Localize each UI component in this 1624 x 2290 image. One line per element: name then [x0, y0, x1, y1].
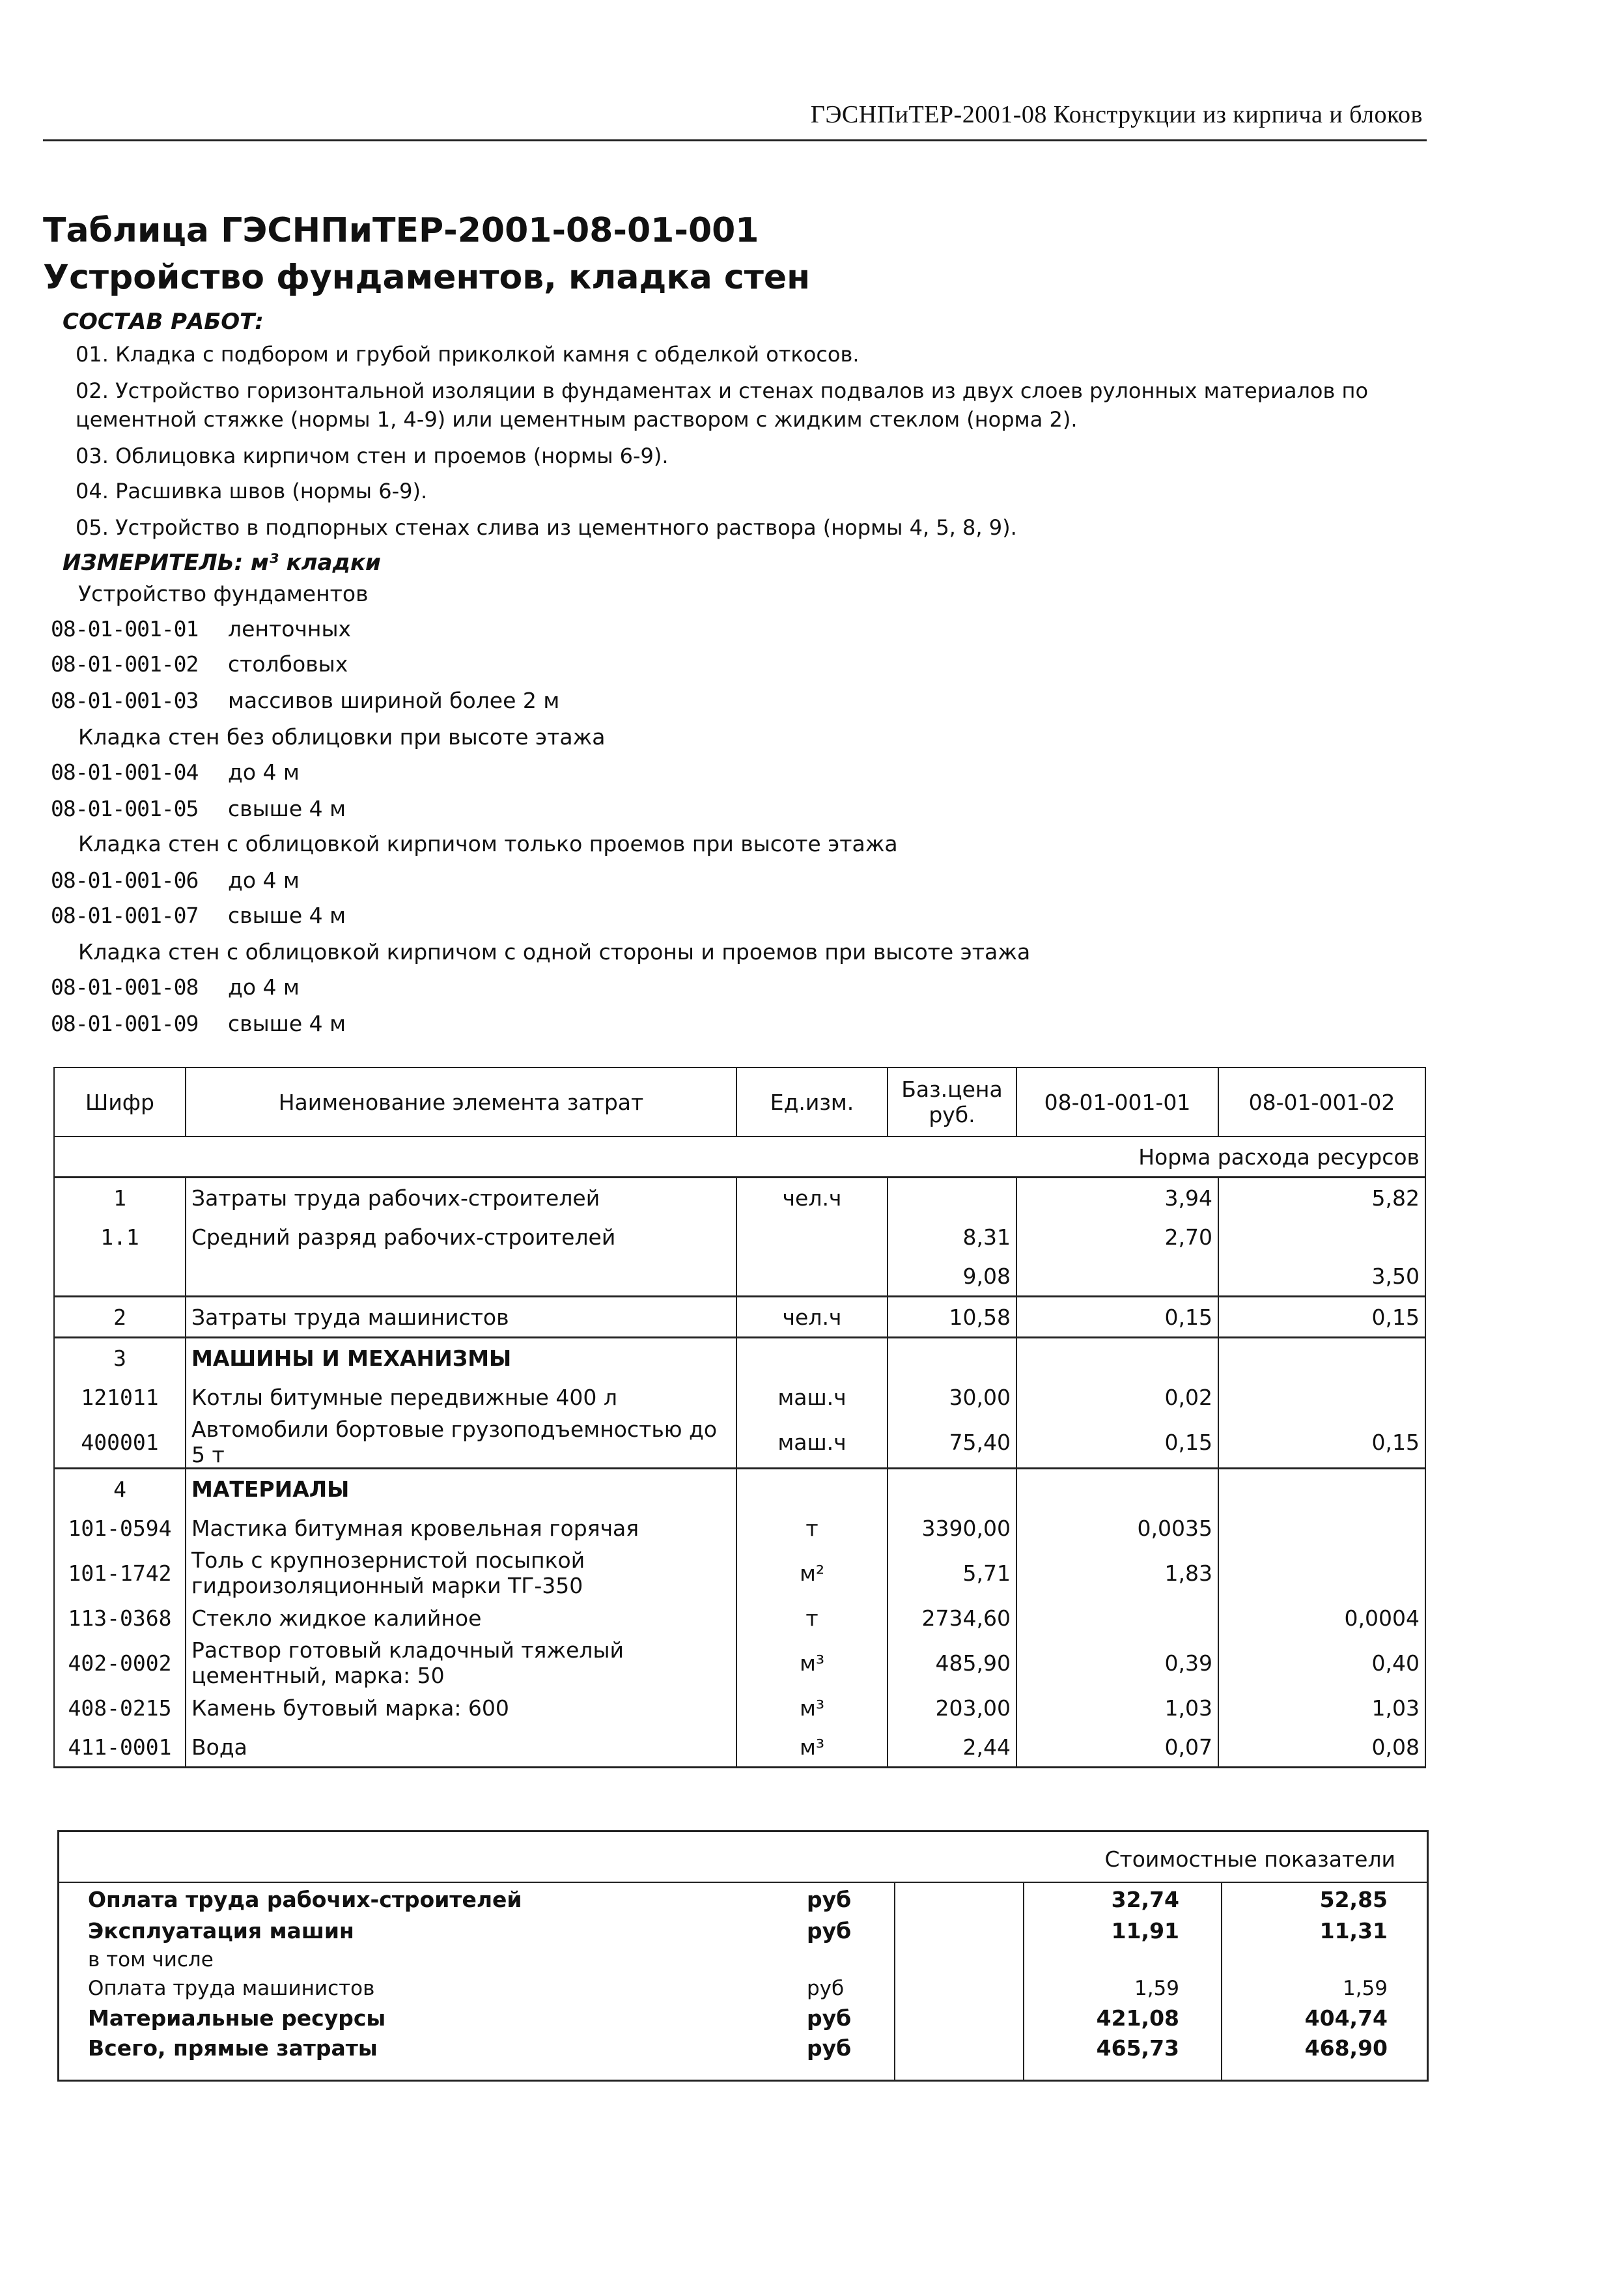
row-price	[888, 1338, 1016, 1378]
row-unit: м²	[736, 1548, 888, 1598]
cost-label: в том числе	[88, 1948, 214, 1972]
row-unit: маш.ч	[736, 1378, 888, 1417]
row-name: МАТЕРИАЛЫ	[186, 1469, 736, 1509]
table-row	[54, 1637, 1425, 1688]
row-norm-01	[1016, 1256, 1218, 1297]
row-unit: чел.ч	[736, 1178, 888, 1218]
row-name: Затраты труда рабочих-строителей	[186, 1178, 736, 1218]
table-row	[54, 1256, 1425, 1297]
norm-code: 08-01-001-06	[51, 868, 199, 893]
row-name: Автомобили бортовые грузоподъемностью до 5 т	[186, 1417, 736, 1469]
norm-desc: свыше 4 м	[228, 796, 346, 821]
norm-code: 08-01-001-01	[51, 616, 199, 642]
running-header	[43, 96, 1427, 141]
row-code: 4	[54, 1469, 186, 1509]
row-code: 3	[54, 1338, 186, 1378]
cost-unit: руб	[807, 2005, 852, 2031]
row-norm-02: 5,82	[1218, 1178, 1425, 1218]
norm-desc: до 4 м	[228, 759, 300, 785]
row-norm-01: 1,83	[1016, 1548, 1218, 1598]
row-name: Котлы битумные передвижные 400 л	[186, 1378, 736, 1417]
row-norm-01: 0,39	[1016, 1637, 1218, 1688]
norm-desc: свыше 4 м	[228, 903, 346, 928]
norm-code: 08-01-001-03	[51, 688, 199, 713]
header-price: Баз.цена руб.	[888, 1067, 1016, 1137]
row-name: Средний разряд рабочих-строителей	[186, 1217, 736, 1256]
cost-row	[59, 2035, 1427, 2065]
row-price	[888, 1469, 1016, 1509]
cost-label: Оплата труда машинистов	[88, 1977, 375, 2000]
cost-label: Всего, прямые затраты	[88, 2035, 378, 2061]
row-price: 2,44	[888, 1727, 1016, 1768]
cost-value-02: 404,74	[1304, 2005, 1388, 2031]
row-code: 400001	[54, 1417, 186, 1469]
table-row	[54, 1548, 1425, 1598]
resource-table	[53, 1067, 1426, 1768]
row-price: 5,71	[888, 1548, 1016, 1598]
row-norm-01	[1016, 1598, 1218, 1637]
table-title: Таблица ГЭСНПиТЕР-2001-08-01-001	[43, 211, 759, 250]
cost-label: Эксплуатация машин	[88, 1918, 354, 1944]
row-code: 402-0002	[54, 1637, 186, 1688]
table-header-row	[54, 1067, 1425, 1137]
cost-row	[59, 1918, 1427, 1948]
row-code: 1	[54, 1178, 186, 1218]
cost-row	[59, 1977, 1427, 2007]
row-price: 9,08	[888, 1256, 1016, 1297]
norm-group-heading: Кладка стен с облицовкой кирпичом с одной стороны и проемов при высоте этажа	[78, 939, 1031, 965]
work-item: 03. Облицовка кирпичом стен и проемов (нормы 6-9).	[76, 444, 669, 468]
table-row	[54, 1417, 1425, 1469]
measure-label: ИЗМЕРИТЕЛЬ: м³ кладки	[63, 550, 381, 576]
norm-desc: массивов шириной более 2 м	[228, 688, 560, 713]
row-price: 10,58	[888, 1297, 1016, 1338]
row-norm-01: 0,07	[1016, 1727, 1218, 1768]
norm-code: 08-01-001-04	[51, 759, 199, 785]
cost-value-02: 11,31	[1319, 1918, 1388, 1944]
table-row	[54, 1598, 1425, 1637]
row-price: 2734,60	[888, 1598, 1016, 1637]
cost-caption: Стоимостные показатели	[1104, 1846, 1395, 1872]
norm-desc: столбовых	[228, 651, 348, 677]
work-item: 02. Устройство горизонтальной изоляции в фундаментах и стенах подвалов из двух слоев рулонных материалов по цементной стяжке (нормы 1, 4-9) или цементным раствором с жидким стеклом (норма 2).	[76, 378, 1369, 432]
row-name: Затраты труда машинистов	[186, 1297, 736, 1338]
cost-unit: руб	[807, 1977, 845, 2000]
cost-label: Оплата труда рабочих-строителей	[88, 1887, 522, 1912]
header-norm-01: 08-01-001-01	[1016, 1067, 1218, 1137]
row-norm-02	[1218, 1508, 1425, 1548]
row-price: 8,31	[888, 1217, 1016, 1256]
work-item: 04. Расшивка швов (нормы 6-9).	[76, 479, 428, 503]
row-code	[54, 1256, 186, 1297]
norm-desc: свыше 4 м	[228, 1011, 346, 1036]
cost-value-02: 468,90	[1304, 2035, 1388, 2061]
cost-row	[59, 2005, 1427, 2035]
cost-row	[59, 1887, 1427, 1917]
row-norm-02: 0,08	[1218, 1727, 1425, 1768]
row-code: 408-0215	[54, 1688, 186, 1727]
row-unit: т	[736, 1598, 888, 1637]
cost-value-01: 421,08	[1096, 2005, 1179, 2031]
cost-row	[59, 1948, 1427, 1978]
title-block	[43, 207, 810, 301]
norm-desc: до 4 м	[228, 974, 300, 1000]
norm-code: 08-01-001-02	[51, 651, 199, 677]
row-code: 2	[54, 1297, 186, 1338]
row-price: 485,90	[888, 1637, 1016, 1688]
row-norm-01: 2,70	[1016, 1217, 1218, 1256]
cost-unit: руб	[807, 2035, 852, 2061]
table-row	[54, 1688, 1425, 1727]
row-norm-02: 0,15	[1218, 1297, 1425, 1338]
table-row	[54, 1378, 1425, 1417]
norm-caption-row	[54, 1137, 1425, 1178]
cost-value-02: 1,59	[1342, 1977, 1388, 2000]
row-norm-01: 0,02	[1016, 1378, 1218, 1417]
row-price: 3390,00	[888, 1508, 1016, 1548]
row-name: МАШИНЫ И МЕХАНИЗМЫ	[186, 1338, 736, 1378]
header-code: Шифр	[54, 1067, 186, 1137]
row-name	[186, 1256, 736, 1297]
row-price: 30,00	[888, 1378, 1016, 1417]
norm-group-heading: Устройство фундаментов	[78, 581, 369, 606]
cost-value-01: 1,59	[1134, 1977, 1179, 2000]
row-price	[888, 1178, 1016, 1218]
row-norm-02	[1218, 1378, 1425, 1417]
row-name: Мастика битумная кровельная горячая	[186, 1508, 736, 1548]
row-code: 1.1	[54, 1217, 186, 1256]
table-row	[54, 1508, 1425, 1548]
header-name: Наименование элемента затрат	[186, 1067, 736, 1137]
norm-group-heading: Кладка стен без облицовки при высоте этажа	[78, 724, 606, 750]
row-unit	[736, 1217, 888, 1256]
cost-value-01: 32,74	[1111, 1887, 1179, 1912]
row-norm-02: 1,03	[1218, 1688, 1425, 1727]
row-norm-02	[1218, 1548, 1425, 1598]
row-unit: чел.ч	[736, 1297, 888, 1338]
row-unit: т	[736, 1508, 888, 1548]
table-row	[54, 1217, 1425, 1256]
table-body	[54, 1178, 1425, 1768]
row-name: Камень бутовый марка: 600	[186, 1688, 736, 1727]
table-subtitle: Устройство фундаментов, кладка стен	[43, 258, 811, 297]
cost-value-01: 11,91	[1111, 1918, 1179, 1944]
row-norm-02	[1218, 1469, 1425, 1509]
row-unit	[736, 1469, 888, 1509]
norm-desc: ленточных	[228, 616, 352, 642]
table-row	[54, 1178, 1425, 1218]
row-unit: м³	[736, 1637, 888, 1688]
row-norm-02: 3,50	[1218, 1256, 1425, 1297]
work-item: 01. Кладка с подбором и грубой приколкой камня с обделкой откосов.	[76, 342, 860, 367]
row-code: 101-1742	[54, 1548, 186, 1598]
row-code: 113-0368	[54, 1598, 186, 1637]
row-norm-01	[1016, 1338, 1218, 1378]
row-norm-01: 0,15	[1016, 1417, 1218, 1469]
row-code: 411-0001	[54, 1727, 186, 1768]
table-row	[54, 1338, 1425, 1378]
row-unit	[736, 1256, 888, 1297]
running-title: ГЭСНПиТЕР-2001-08 Конструкции из кирпича и блоков	[810, 101, 1423, 128]
row-norm-01: 0,15	[1016, 1297, 1218, 1338]
cost-unit: руб	[807, 1887, 852, 1912]
row-name: Вода	[186, 1727, 736, 1768]
row-code: 101-0594	[54, 1508, 186, 1548]
table-row	[54, 1469, 1425, 1509]
row-norm-02: 0,40	[1218, 1637, 1425, 1688]
norm-code: 08-01-001-05	[51, 796, 199, 821]
norm-caption: Норма расхода ресурсов	[54, 1137, 1425, 1178]
norm-code: 08-01-001-07	[51, 903, 199, 928]
row-norm-02: 0,0004	[1218, 1598, 1425, 1637]
row-price: 75,40	[888, 1417, 1016, 1469]
cost-indicators	[57, 1830, 1429, 2082]
row-name: Раствор готовый кладочный тяжелый цементный, марка: 50	[186, 1637, 736, 1688]
norm-code: 08-01-001-09	[51, 1011, 199, 1036]
row-code: 121011	[54, 1378, 186, 1417]
cost-value-02: 52,85	[1319, 1887, 1388, 1912]
row-norm-02: 0,15	[1218, 1417, 1425, 1469]
row-unit: м³	[736, 1688, 888, 1727]
row-norm-02	[1218, 1338, 1425, 1378]
row-norm-01	[1016, 1469, 1218, 1509]
norm-code: 08-01-001-08	[51, 974, 199, 1000]
table-row	[54, 1297, 1425, 1338]
row-norm-01: 0,0035	[1016, 1508, 1218, 1548]
cost-unit: руб	[807, 1918, 852, 1944]
row-norm-01: 3,94	[1016, 1178, 1218, 1218]
header-unit: Ед.изм.	[736, 1067, 888, 1137]
row-norm-02	[1218, 1217, 1425, 1256]
row-name: Стекло жидкое калийное	[186, 1598, 736, 1637]
row-price: 203,00	[888, 1688, 1016, 1727]
row-name: Толь с крупнозернистой посыпкой гидроизоляционный марки ТГ-350	[186, 1548, 736, 1598]
cost-value-01: 465,73	[1096, 2035, 1179, 2061]
row-norm-01: 1,03	[1016, 1688, 1218, 1727]
work-item: 05. Устройство в подпорных стенах слива из цементного раствора (нормы 4, 5, 8, 9).	[76, 515, 1017, 540]
row-unit: м³	[736, 1727, 888, 1768]
norm-group-heading: Кладка стен с облицовкой кирпичом только проемов при высоте этажа	[78, 831, 898, 856]
cost-label: Материальные ресурсы	[88, 2005, 386, 2031]
work-composition-label: СОСТАВ РАБОТ:	[63, 309, 264, 335]
header-norm-02: 08-01-001-02	[1218, 1067, 1425, 1137]
row-unit	[736, 1338, 888, 1378]
norm-desc: до 4 м	[228, 868, 300, 893]
table-row	[54, 1727, 1425, 1768]
row-unit: маш.ч	[736, 1417, 888, 1469]
